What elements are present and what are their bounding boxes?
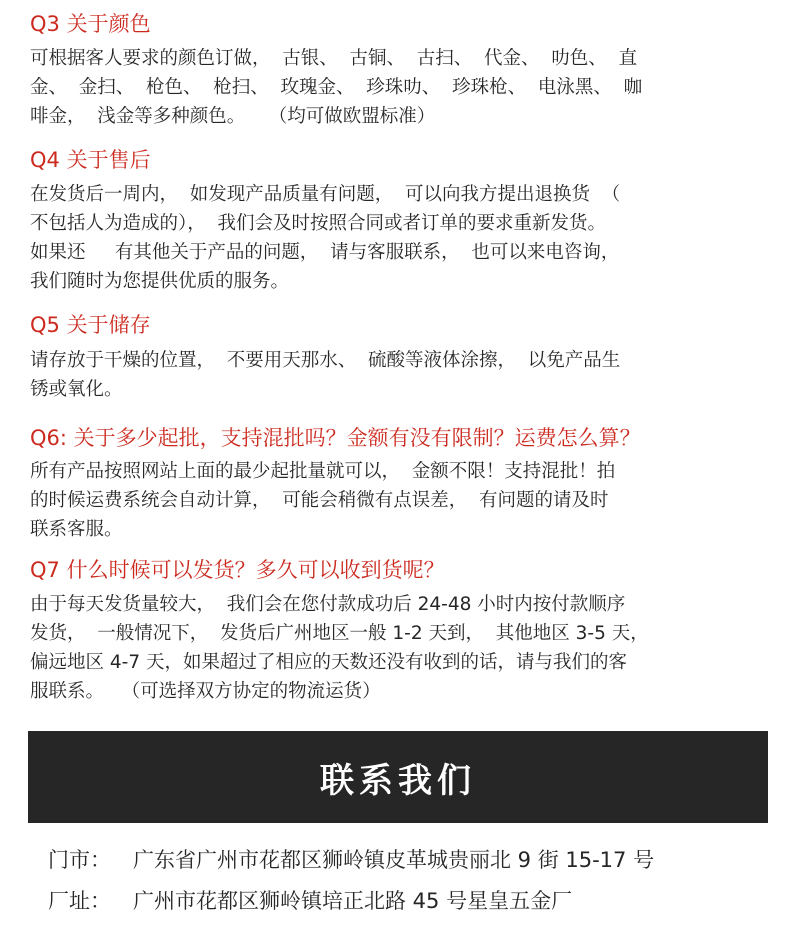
factory-address-row [48, 886, 788, 916]
section-body-q3: 可根据客人要求的颜色订做， 古银、 古铜、 古扫、 代金、 叻色、 直 金、 金扫、 枪色、 枪扫、 玫瑰金、 珍珠叻、 珍珠枪、 电泳黑、 咖 啡金， 浅金等多种颜色。 （均可做欧盟标准） [30, 48, 643, 127]
section-title-q4: Q4 关于售后 [30, 148, 151, 172]
section-title-q7: Q7 什么时候可以发货？多久可以收到货呢？ [30, 558, 445, 582]
store-address-row [48, 845, 788, 875]
section-title-q3: Q3 关于颜色 [30, 12, 151, 36]
section-body-q4: 在发货后一周内， 如发现产品质量有问题， 可以向我方提出退换货 （ 不包括人为造成的）， 我们会及时按照合同或者订单的要求重新发货。 如果还 有其他关于产品的问题， 请与客服联系， 也可以来电咨询， 我们随时为您提供优质的服务。 [30, 184, 621, 292]
store-address: 广东省广州市花都区狮岭镇皮革城贵丽北 9 街 15-17 号 [133, 848, 655, 872]
contact-banner [28, 731, 768, 823]
contact-banner-title: 联系我们 [320, 760, 476, 801]
factory-address: 广州市花都区狮岭镇培正北路 45 号星皇五金厂 [133, 889, 573, 913]
section-body-q7: 由于每天发货量较大， 我们会在您付款成功后 24-48 小时内按付款顺序 发货， 一般情况下， 发货后广州地区一般 1-2 天到， 其他地区 3-5 天， 偏远地区 4-7 天，如果超过了相应的天数还没有收到的话，请与我们的客 服联系。 （可选择双方协定的物流运货） [30, 594, 649, 702]
section-body-q6: 所有产品按照网站上面的最少起批量就可以， 金额不限！支持混批！拍 的时候运费系统会自动计算， 可能会稍微有点误差， 有问题的请及时 联系客服。 [30, 461, 616, 540]
section-body-q5: 请存放于干燥的位置， 不要用天那水、 硫酸等液体涂擦， 以免产品生 锈或氧化。 [30, 350, 621, 400]
section-title-q6: Q6: 关于多少起批，支持混批吗？金额有没有限制？运费怎么算？ [30, 426, 641, 450]
factory-label: 厂址： [48, 889, 111, 913]
store-label: 门市： [48, 848, 111, 872]
section-title-q5: Q5 关于储存 [30, 313, 151, 337]
